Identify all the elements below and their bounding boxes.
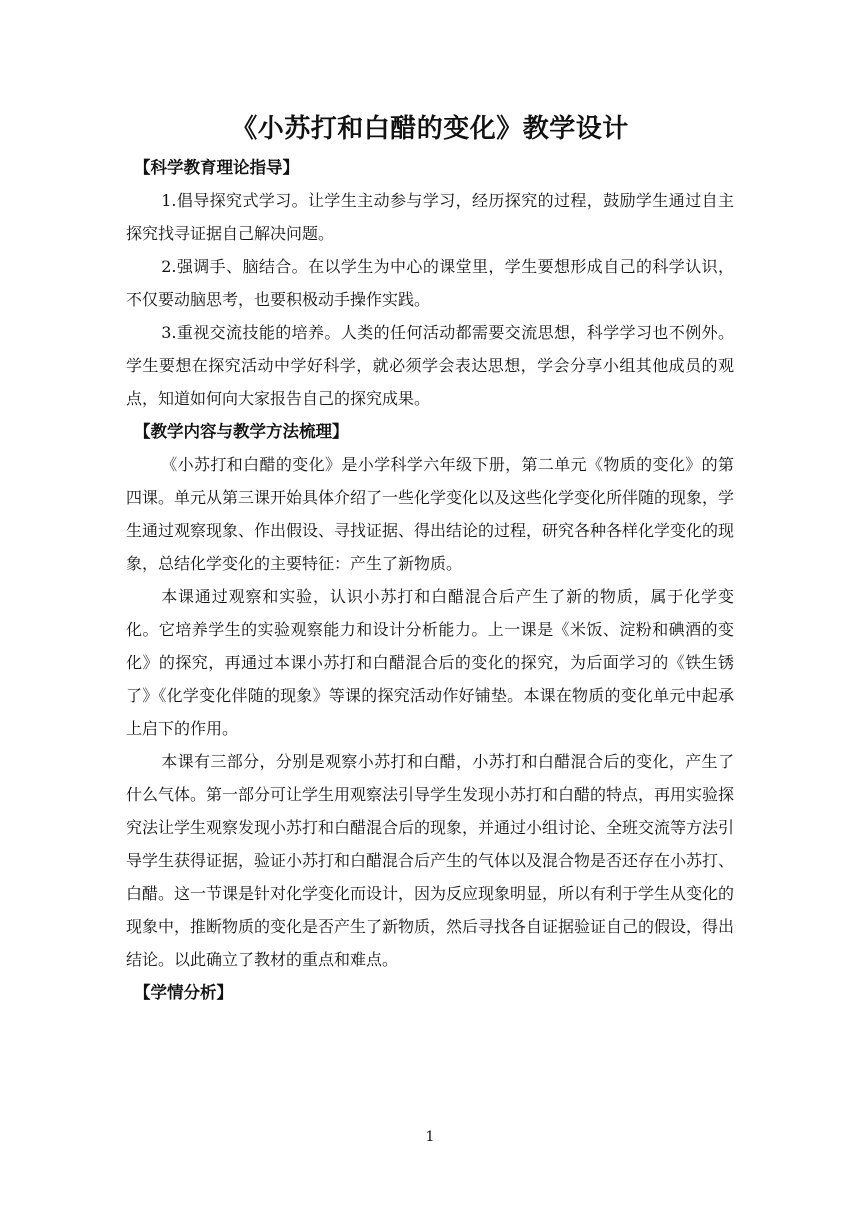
paragraph: 《小苏打和白醋的变化》是小学科学六年级下册，第二单元《物质的变化》的第四课。单元从第三课开始具体介绍了一些化学变化以及这些化学变化所伴随的现象，学生通过观察现象、作出假设、寻找证据、得出结论的过程，研究各种各样化学变化的现象，总结化学变化的主要特征：产生了新物质。 xyxy=(126,455,735,573)
section-heading-student-analysis: 【学情分析】 xyxy=(134,983,233,1002)
paragraph: 2.强调手、脑结合。在以学生为中心的课堂里，学生要想形成自己的科学认识，不仅要动脑思考，也要积极动手操作实践。 xyxy=(126,257,734,309)
section-heading-content-methods: 【教学内容与教学方法梳理】 xyxy=(134,422,349,441)
paragraph: 本课通过观察和实验，认识小苏打和白醋混合后产生了新的物质，属于化学变化。它培养学生的实验观察能力和设计分析能力。上一课是《米饭、淀粉和碘酒的变化》的探究，再通过本课小苏打和白醋混合后的变化的探究，为后面学习的《铁生锈了》《化学变化伴随的现象》等课的探究活动作好铺垫。本课在物质的变化单元中起承上启下的作用。 xyxy=(126,587,734,738)
document-title: 《小苏打和白醋的变化》教学设计 xyxy=(231,114,629,144)
paragraph: 本课有三部分，分别是观察小苏打和白醋，小苏打和白醋混合后的变化，产生了什么气体。第一部分可让学生用观察法引导学生发现小苏打和白醋的特点，再用实验探究法让学生观察发现小苏打和白醋混合后的现象，并通过小组讨论、全班交流等方法引导学生获得证据，验证小苏打和白醋混合后产生的气体以及混合物是否还存在小苏打、白醋。这一节课是针对化学变化而设计，因为反应现象明显，所以有利于学生从变化的现象中，推断物质的变化是否产生了新物质，然后寻找各自证据验证自己的假设，得出结论。以此确立了教材的重点和难点。 xyxy=(126,752,735,969)
document-body xyxy=(126,151,734,1009)
paragraph: 3.重视交流技能的培养。人类的任何活动都需要交流思想，科学学习也不例外。学生要想在探究活动中学好科学，就必须学会表达思想，学会分享小组其他成员的观点，知道如何向大家报告自己的探究成果。 xyxy=(126,323,734,408)
section-heading-theory: 【科学教育理论指导】 xyxy=(134,158,299,177)
paragraph: 1.倡导探究式学习。让学生主动参与学习，经历探究的过程，鼓励学生通过自主探究找寻证据自己解决问题。 xyxy=(126,191,734,243)
page-number: 1 xyxy=(425,1129,435,1145)
